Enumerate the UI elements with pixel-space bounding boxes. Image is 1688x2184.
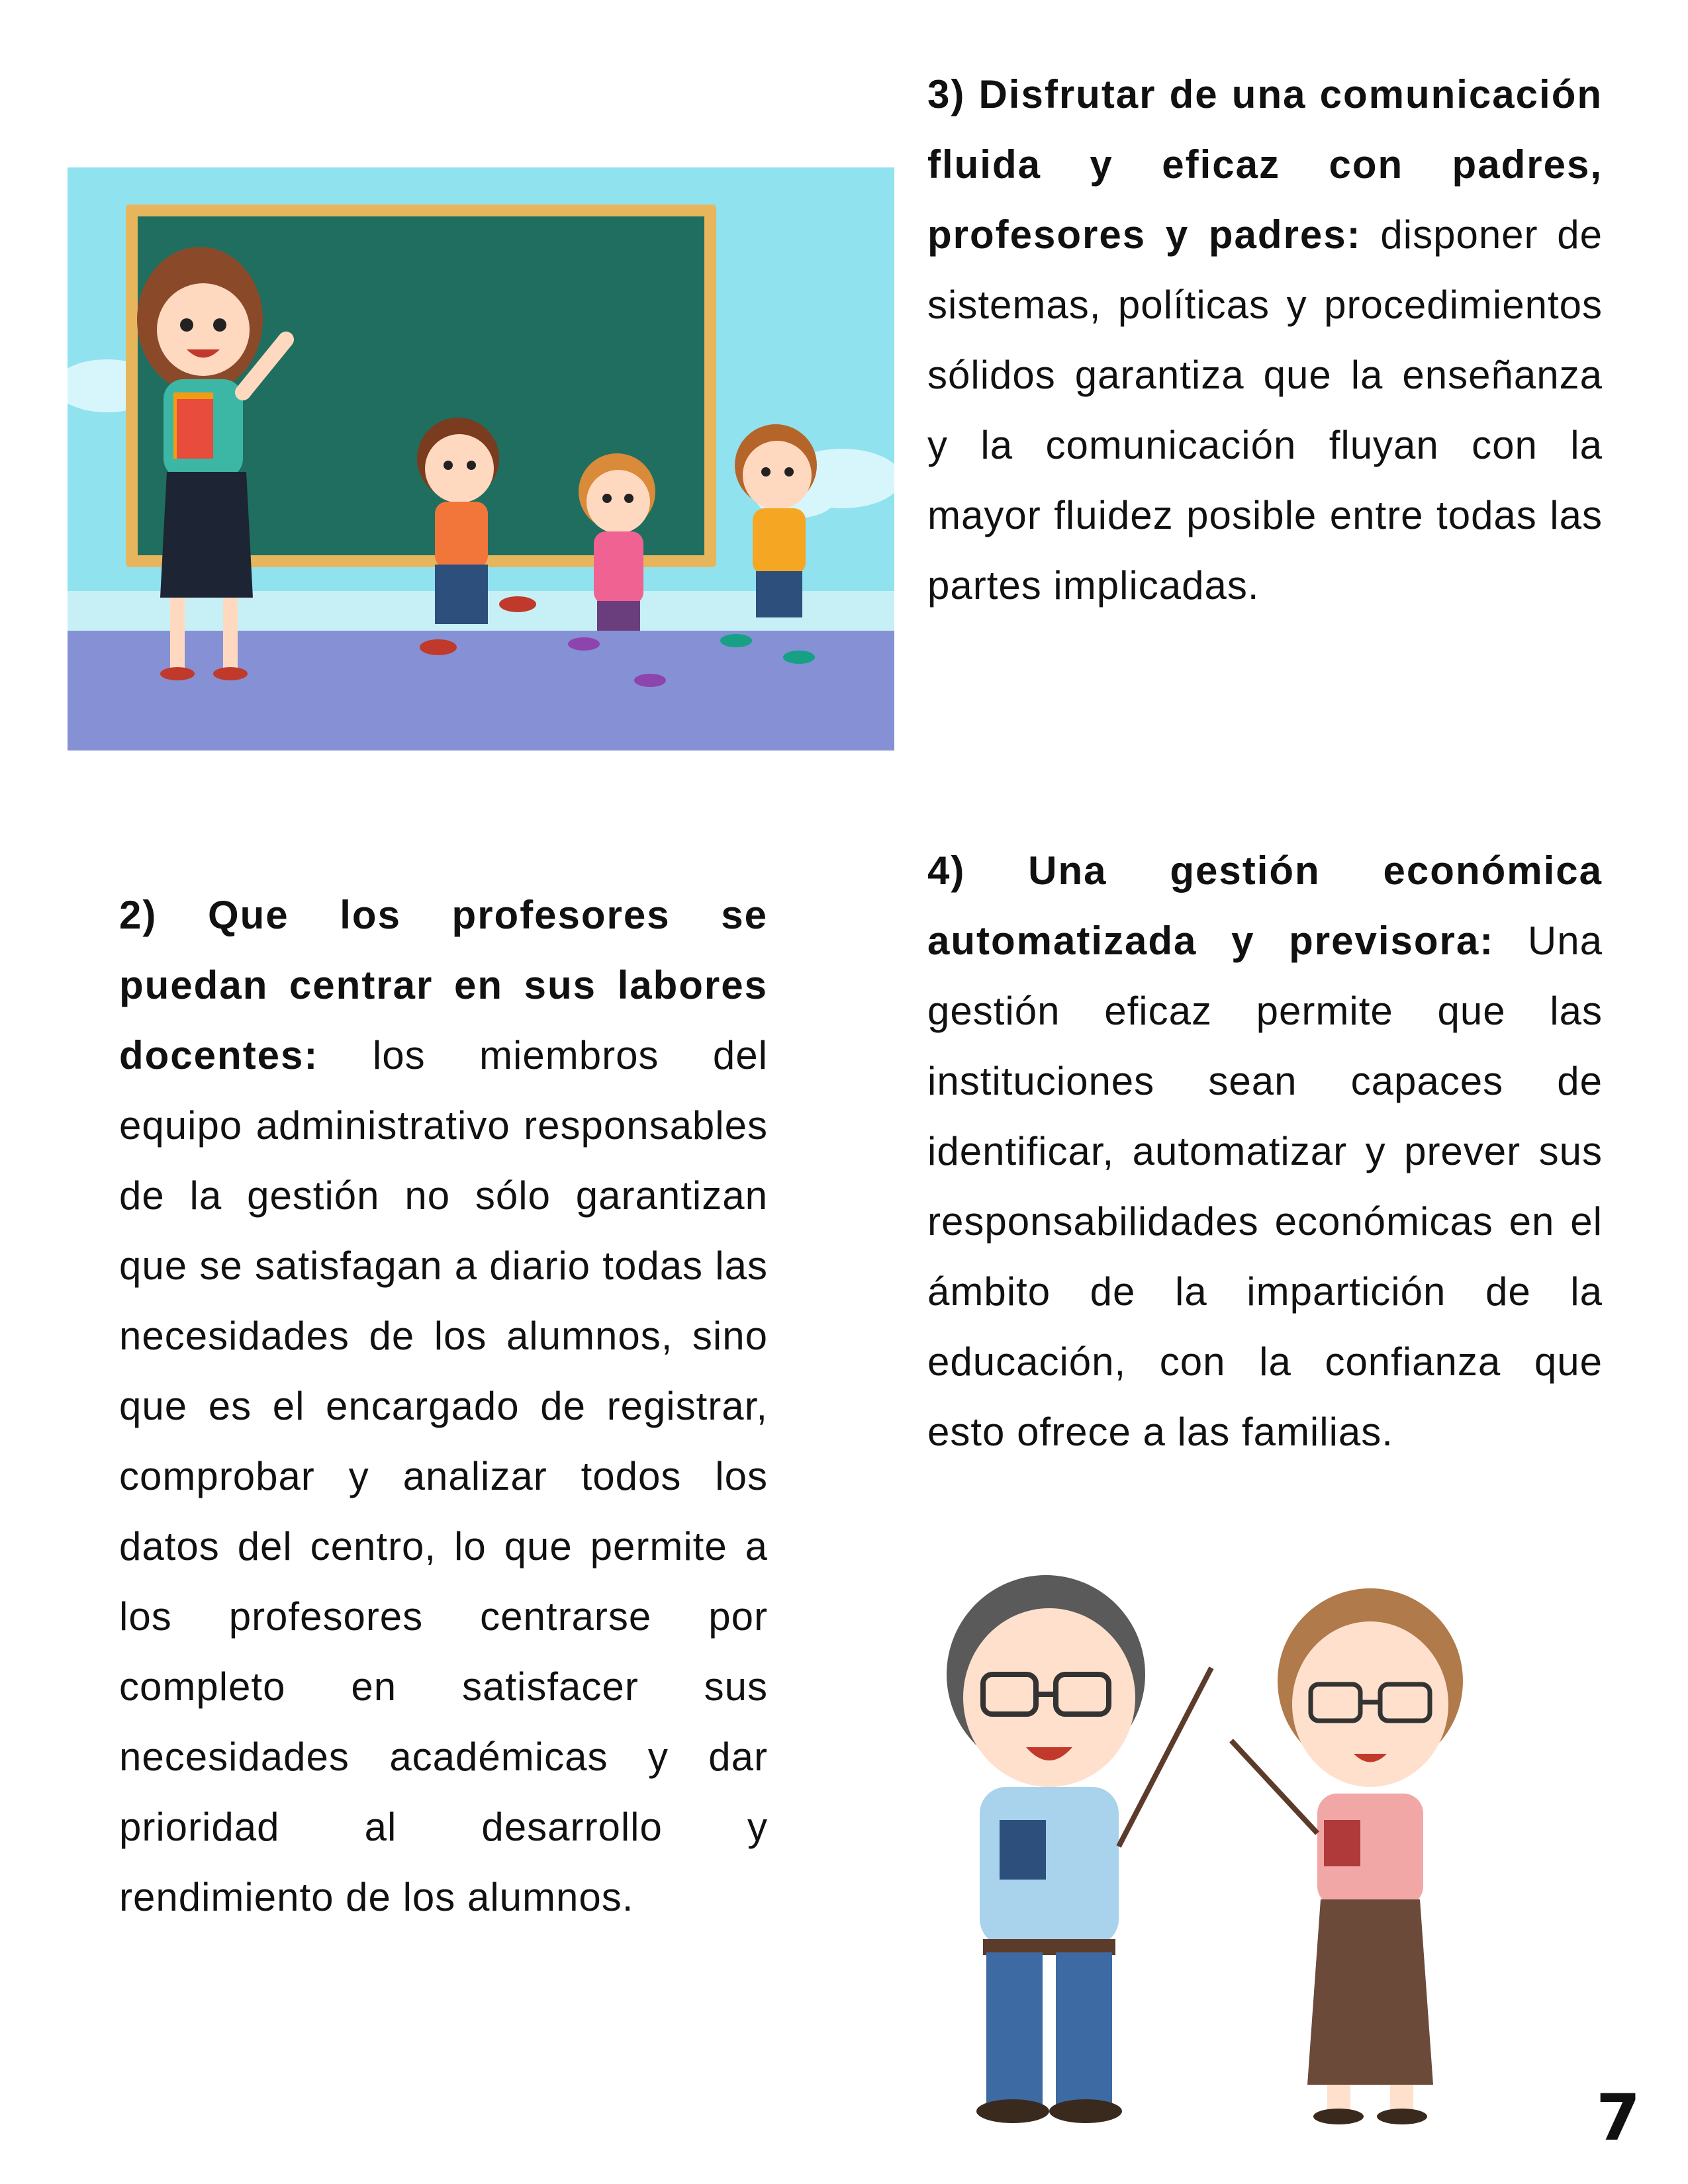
item-4-body: Una gestión eficaz permite que las instituciones sean capaces de identificar, automatizar y prever sus responsabilidades económicas en el ámbito de la impartición de la educación, con la confianza que esto ofrece a las familias.: [927, 919, 1603, 1454]
paragraph-item-2: [119, 880, 768, 1933]
teachers-illustration: [920, 1555, 1529, 2138]
page-number: 7: [1596, 2081, 1640, 2155]
paragraph-item-4: [927, 836, 1603, 1467]
classroom-illustration: [68, 167, 894, 751]
item-4-heading: 4) Una gestión económica automatizada y previsora:: [927, 848, 1603, 963]
item-3-heading: 3) Disfrutar de una comunicación fluida y eficaz con padres, profesores y padres:: [927, 72, 1603, 257]
item-2-heading: 2) Que los profesores se puedan centrar en sus labores docentes:: [119, 893, 768, 1077]
item-2-body: los miembros del equipo administrativo responsables de la gestión no sólo garantizan que se satisfagan a diario todas las necesidades de los alumnos, sino que es el encargado de registrar, comprobar y analizar todos los datos del centro, lo que permite a los profesores centrarse por completo en satisfacer sus necesidades académicas y dar prioridad al desarrollo y rendimiento de los alumnos.: [119, 1033, 768, 1919]
paragraph-item-3: [927, 60, 1603, 621]
item-3-body: disponer de sistemas, políticas y procedimientos sólidos garantiza que la enseñanza y la comunicación fluyan con la mayor fluidez posible entre todas las partes implicadas.: [927, 212, 1603, 608]
